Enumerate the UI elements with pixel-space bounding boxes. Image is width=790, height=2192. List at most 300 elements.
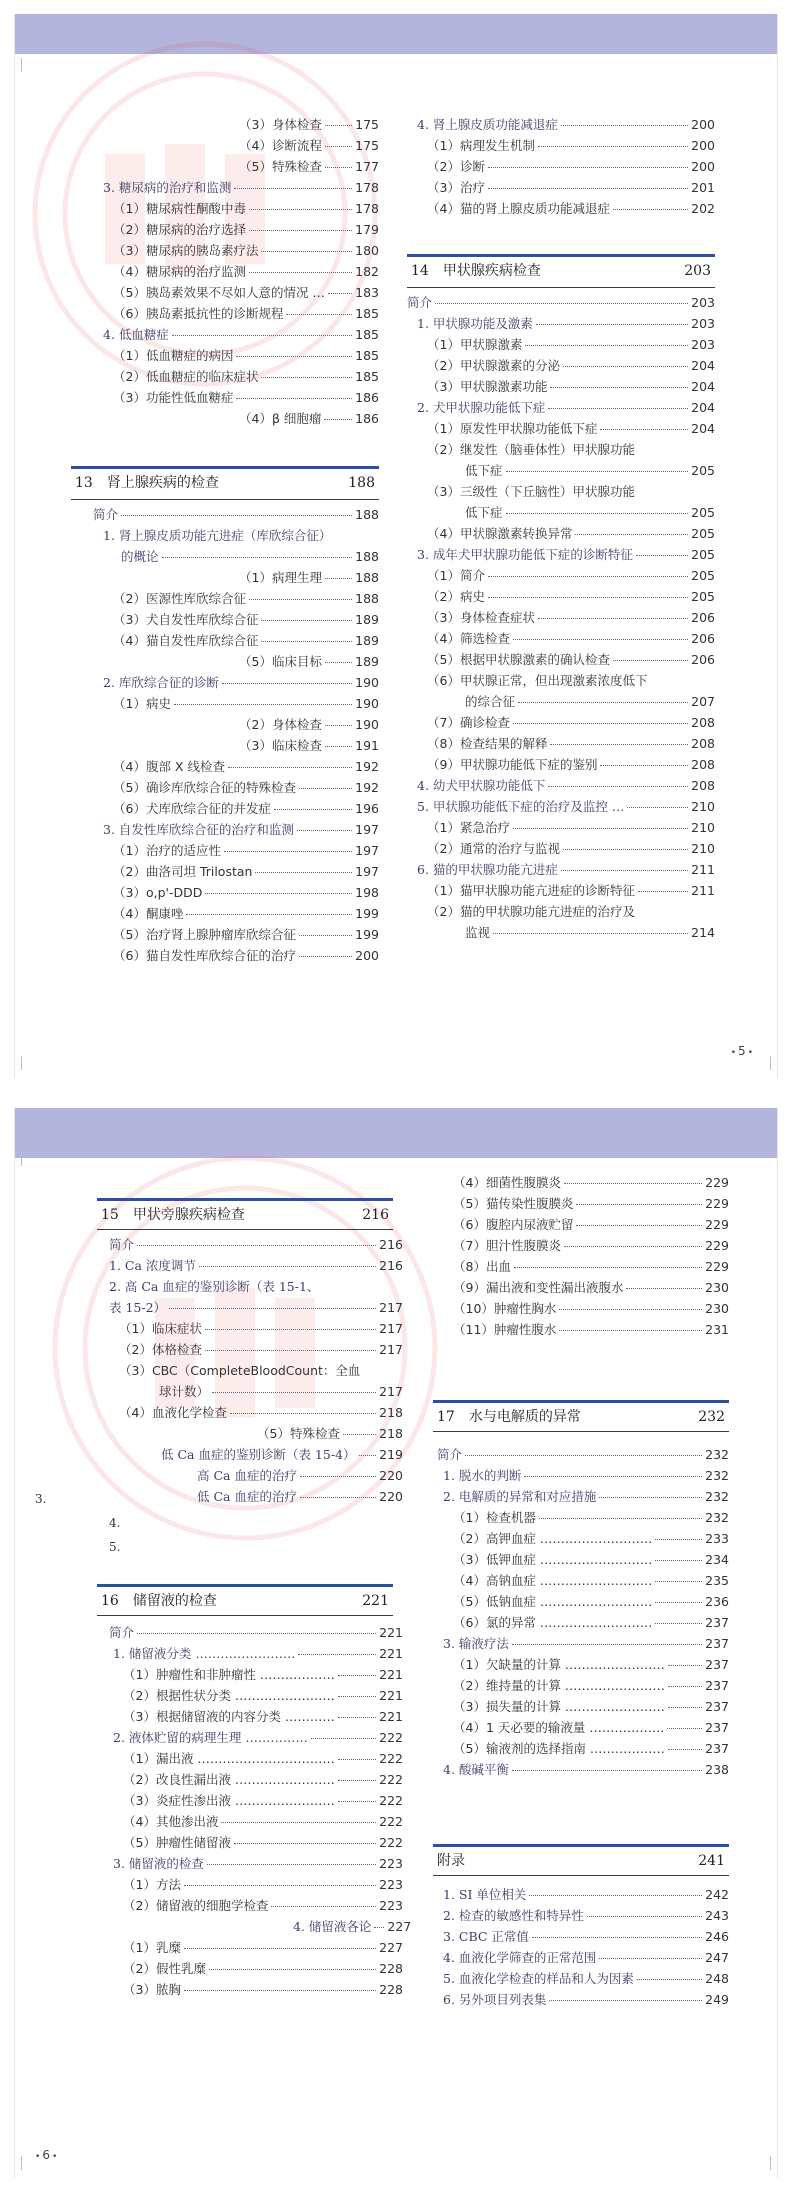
toc-entry-page: 205 xyxy=(691,568,715,583)
dot-leader xyxy=(230,1413,376,1414)
toc-entry[interactable] xyxy=(407,177,715,198)
toc-entry[interactable] xyxy=(407,838,715,859)
dot-leader xyxy=(563,849,688,850)
dot-leader xyxy=(222,683,352,684)
toc-column-appendix xyxy=(433,1884,729,2010)
toc-entry-title: （6）甲状腺正常，但出现激素浓度低下 xyxy=(427,673,648,688)
toc-entry[interactable] xyxy=(59,588,379,609)
toc-entry-page: 189 xyxy=(355,612,379,627)
toc-entry[interactable] xyxy=(433,1465,729,1486)
toc-entry[interactable] xyxy=(59,798,379,819)
dot-leader xyxy=(525,345,688,346)
toc-entry-page: 185 xyxy=(355,348,379,363)
toc-entry[interactable] xyxy=(59,504,379,525)
toc-entry-title: （2）体格检查 xyxy=(119,1342,202,1357)
toc-entry-title: （6）氯的异常 ……………………… xyxy=(453,1615,653,1630)
toc-entry[interactable] xyxy=(97,1255,403,1276)
toc-entry[interactable] xyxy=(407,135,715,156)
dot-leader xyxy=(538,146,688,147)
toc-entry[interactable] xyxy=(97,1874,403,1895)
chapter-15-heading[interactable] xyxy=(97,1198,393,1231)
toc-entry[interactable] xyxy=(407,691,715,712)
toc-entry-page: 221 xyxy=(379,1688,403,1703)
toc-entry[interactable] xyxy=(407,922,715,943)
toc-entry[interactable] xyxy=(407,733,715,754)
dot-leader xyxy=(328,293,352,294)
toc-entry[interactable] xyxy=(407,502,715,523)
toc-entry[interactable] xyxy=(407,460,715,481)
toc-entry[interactable] xyxy=(59,861,379,882)
toc-entry-page: 199 xyxy=(355,906,379,921)
toc-entry-page: 248 xyxy=(705,1971,729,1986)
toc-entry[interactable] xyxy=(97,1444,403,1465)
toc-entry-title: （5）确诊库欣综合征的特殊检查 xyxy=(113,780,296,795)
dot-leader xyxy=(539,1518,702,1519)
toc-entry[interactable] xyxy=(407,586,715,607)
toc-entry[interactable] xyxy=(59,366,379,387)
toc-entry-page: 204 xyxy=(691,400,715,415)
toc-entry-page: 203 xyxy=(691,337,715,352)
toc-entry-page: 197 xyxy=(355,843,379,858)
toc-entry[interactable] xyxy=(59,345,379,366)
toc-entry-title: （3）炎症性渗出液 …………………… xyxy=(123,1793,335,1808)
chapter-16-heading[interactable] xyxy=(97,1584,393,1617)
toc-entry[interactable] xyxy=(97,1727,403,1748)
toc-entry-title: （10）肿瘤性胸水 xyxy=(453,1301,557,1316)
dot-leader xyxy=(207,1864,376,1865)
toc-entry[interactable] xyxy=(59,714,379,735)
dot-leader xyxy=(249,209,352,210)
toc-entry[interactable] xyxy=(433,1612,729,1633)
toc-entry[interactable] xyxy=(433,1675,729,1696)
toc-entry[interactable] xyxy=(407,649,715,670)
dot-leader xyxy=(137,1245,376,1246)
toc-entry[interactable] xyxy=(407,880,715,901)
dot-leader xyxy=(599,1497,702,1498)
toc-entry-title: （6）犬库欣综合征的并发症 xyxy=(113,801,271,816)
toc-entry[interactable] xyxy=(59,840,379,861)
toc-entry[interactable] xyxy=(59,303,379,324)
toc-entry-page: 180 xyxy=(355,243,379,258)
toc-entry-page: 222 xyxy=(379,1793,403,1808)
toc-entry[interactable] xyxy=(433,1298,729,1319)
toc-entry[interactable] xyxy=(59,693,379,714)
toc-entry-page: 217 xyxy=(379,1342,403,1357)
dot-leader xyxy=(325,125,352,126)
toc-entry[interactable] xyxy=(97,1685,403,1706)
toc-entry-page: 197 xyxy=(355,822,379,837)
toc-entry[interactable] xyxy=(407,334,715,355)
toc-entry-page: 229 xyxy=(705,1259,729,1274)
toc-entry[interactable] xyxy=(97,1643,403,1664)
toc-entry[interactable] xyxy=(59,609,379,630)
toc-entry[interactable] xyxy=(433,1235,729,1256)
toc-entry[interactable] xyxy=(97,1465,403,1486)
toc-entry[interactable] xyxy=(59,924,379,945)
toc-entry-page: 185 xyxy=(355,369,379,384)
toc-entry-page: 232 xyxy=(705,1468,729,1483)
toc-entry[interactable] xyxy=(97,1958,403,1979)
toc-entry-title: 5. 甲状腺功能低下症的治疗及监控 … xyxy=(417,799,625,814)
chapter-17-heading[interactable] xyxy=(433,1400,729,1433)
toc-entry-title: （2）假性乳糜 xyxy=(123,1961,206,1976)
toc-entry[interactable] xyxy=(59,630,379,651)
toc-entry[interactable] xyxy=(59,387,379,408)
toc-entry[interactable] xyxy=(97,1811,403,1832)
toc-entry[interactable] xyxy=(407,439,715,460)
toc-entry-page: 229 xyxy=(705,1196,729,1211)
toc-entry[interactable] xyxy=(59,777,379,798)
toc-entry-page: 211 xyxy=(691,862,715,877)
toc-entry[interactable] xyxy=(433,1759,729,1780)
dot-leader xyxy=(561,870,688,871)
toc-entry[interactable] xyxy=(407,670,715,691)
toc-entry-title: （2）继发性（脑垂体性）甲状腺功能 xyxy=(427,442,635,457)
toc-entry-title: 的概论 xyxy=(121,549,159,564)
toc-entry[interactable] xyxy=(97,1937,403,1958)
toc-entry-page: 234 xyxy=(705,1552,729,1567)
toc-entry-title: （3）犬自发性库欣综合征 xyxy=(113,612,259,627)
toc-entry[interactable] xyxy=(97,1339,403,1360)
chapter-title: 17 水与电解质的异常 xyxy=(437,1409,581,1425)
toc-entry[interactable] xyxy=(407,901,715,922)
toc-entry[interactable] xyxy=(97,1853,403,1874)
toc-entry-title: （2）曲洛司坦 Trilostan xyxy=(113,864,253,879)
toc-entry-page: 237 xyxy=(705,1741,729,1756)
toc-entry[interactable] xyxy=(433,1654,729,1675)
dot-leader xyxy=(338,1717,376,1718)
toc-entry[interactable] xyxy=(407,292,715,313)
toc-column-left xyxy=(59,114,379,429)
toc-entry-page: 229 xyxy=(705,1238,729,1253)
toc-entry[interactable] xyxy=(59,408,379,429)
toc-entry[interactable] xyxy=(407,565,715,586)
toc-entry-page: 222 xyxy=(379,1835,403,1850)
toc-entry-page: 233 xyxy=(705,1531,729,1546)
toc-entry[interactable] xyxy=(97,1486,403,1507)
dot-leader xyxy=(513,639,688,640)
toc-entry-page: 231 xyxy=(705,1322,729,1337)
toc-entry-title: （2）通常的治疗与监视 xyxy=(427,841,560,856)
dot-leader xyxy=(561,125,688,126)
toc-entry[interactable] xyxy=(433,1570,729,1591)
toc-entry[interactable] xyxy=(59,135,379,156)
toc-entry[interactable] xyxy=(433,1319,729,1340)
toc-entry[interactable] xyxy=(433,1947,729,1968)
toc-page-6 xyxy=(14,1108,778,2178)
toc-entry-page: 232 xyxy=(705,1489,729,1504)
toc-entry-title: （5）猫传染性腹膜炎 xyxy=(453,1196,574,1211)
toc-entry[interactable] xyxy=(97,1318,403,1339)
dot-leader xyxy=(493,933,688,934)
toc-entry[interactable] xyxy=(59,567,379,588)
dot-leader xyxy=(668,1707,702,1708)
toc-entry[interactable] xyxy=(97,1234,403,1255)
toc-entry-title: （2）身体检查 xyxy=(239,717,322,732)
toc-entry-title: 6. 猫的甲状腺功能亢进症 xyxy=(417,862,558,877)
toc-entry-page: 201 xyxy=(691,180,715,195)
toc-entry[interactable] xyxy=(433,1696,729,1717)
chapter-title: 15 甲状旁腺疾病检查 xyxy=(101,1207,245,1223)
toc-entry[interactable] xyxy=(433,1884,729,1905)
toc-entry[interactable] xyxy=(97,1916,412,1937)
toc-entry-title: （1）欠缺量的计算 …………………… xyxy=(453,1657,665,1672)
toc-entry-page: 178 xyxy=(355,180,379,195)
toc-entry-page: 205 xyxy=(691,463,715,478)
toc-entry[interactable] xyxy=(97,1769,403,1790)
toc-entry-title: （3）身体检查 xyxy=(239,117,322,132)
toc-entry-page: 204 xyxy=(691,421,715,436)
toc-entry-title: （4）血液化学检查 xyxy=(119,1405,227,1420)
dot-leader xyxy=(637,1979,702,1980)
toc-entry[interactable] xyxy=(407,817,715,838)
toc-entry[interactable] xyxy=(97,1381,403,1402)
dot-leader xyxy=(576,1225,702,1226)
toc-entry[interactable] xyxy=(59,903,379,924)
toc-entry-title: 6. 另外项目列表集 xyxy=(443,1992,547,2007)
dot-leader xyxy=(338,1801,376,1802)
toc-entry[interactable] xyxy=(59,261,379,282)
toc-entry[interactable] xyxy=(59,819,379,840)
toc-entry[interactable] xyxy=(97,1979,403,2000)
toc-entry-page: 204 xyxy=(691,358,715,373)
toc-entry[interactable] xyxy=(407,859,715,880)
toc-entry-title: 简介 xyxy=(407,295,433,310)
toc-entry[interactable] xyxy=(433,1507,729,1528)
dot-leader xyxy=(655,1623,702,1624)
toc-entry[interactable] xyxy=(97,1297,403,1318)
toc-entry-title: 3. 成年犬甲状腺功能低下症的诊断特征 xyxy=(417,547,633,562)
toc-entry[interactable] xyxy=(433,1256,729,1277)
toc-entry[interactable] xyxy=(407,376,715,397)
toc-entry[interactable] xyxy=(433,1591,729,1612)
toc-entry[interactable] xyxy=(97,1423,403,1444)
toc-entry[interactable] xyxy=(407,156,715,177)
toc-entry[interactable] xyxy=(97,1360,403,1381)
toc-entry[interactable] xyxy=(59,651,379,672)
dot-leader xyxy=(488,188,688,189)
toc-entry[interactable] xyxy=(59,282,379,303)
dot-leader xyxy=(298,1654,376,1655)
toc-entry-title: （1）猫甲状腺功能亢进症的诊断特征 xyxy=(427,883,635,898)
toc-entry-page: 197 xyxy=(355,864,379,879)
toc-entry[interactable] xyxy=(433,1486,729,1507)
toc-entry-page: 206 xyxy=(691,610,715,625)
dot-leader xyxy=(600,429,688,430)
toc-entry[interactable] xyxy=(59,240,379,261)
toc-entry-title: （2）根据性状分类 …………………… xyxy=(123,1688,335,1703)
toc-entry-page: 235 xyxy=(705,1573,729,1588)
dot-leader xyxy=(548,786,688,787)
toc-entry-title: （2）储留液的细胞学检查 xyxy=(123,1898,269,1913)
chapter-title: 14 甲状腺疾病检查 xyxy=(411,263,541,279)
toc-entry[interactable] xyxy=(407,544,715,565)
toc-entry-page: 208 xyxy=(691,757,715,772)
dot-leader xyxy=(559,1330,702,1331)
toc-entry-title: （4）其他渗出液 xyxy=(123,1814,219,1829)
toc-entry-title: （4）腹部 X 线检查 xyxy=(113,759,225,774)
dot-leader xyxy=(325,578,352,579)
toc-entry[interactable] xyxy=(59,756,379,777)
toc-entry[interactable] xyxy=(59,672,379,693)
toc-entry[interactable] xyxy=(407,313,715,334)
toc-entry-title: 2. 犬甲状腺功能低下症 xyxy=(417,400,546,415)
toc-entry[interactable] xyxy=(59,735,379,756)
toc-entry[interactable] xyxy=(97,1664,403,1685)
header-band xyxy=(15,1108,777,1158)
toc-entry-title: （2）维持量的计算 …………………… xyxy=(453,1678,665,1693)
toc-entry-page: 179 xyxy=(355,222,379,237)
toc-entry-title: （4）猫自发性库欣综合征 xyxy=(113,633,259,648)
toc-entry[interactable] xyxy=(59,198,379,219)
toc-entry[interactable] xyxy=(433,1528,729,1549)
toc-entry[interactable] xyxy=(59,114,379,135)
toc-entry[interactable] xyxy=(433,1968,729,1989)
toc-entry[interactable] xyxy=(407,397,715,418)
stray-number: 5. xyxy=(109,1540,121,1554)
appendix-heading[interactable] xyxy=(433,1844,729,1877)
dot-leader xyxy=(286,314,352,315)
toc-entry-title: （3）功能性低血糖症 xyxy=(113,390,234,405)
toc-entry[interactable] xyxy=(407,114,715,135)
chapter-13-heading[interactable] xyxy=(71,466,379,500)
toc-entry-page: 186 xyxy=(355,411,379,426)
toc-entry-title: （6）猫自发性库欣综合征的治疗 xyxy=(113,948,296,963)
toc-entry-page: 200 xyxy=(355,948,379,963)
toc-entry[interactable] xyxy=(407,775,715,796)
toc-entry-title: 简介 xyxy=(437,1447,463,1462)
toc-entry-page: 218 xyxy=(379,1405,403,1420)
toc-entry[interactable] xyxy=(59,219,379,240)
toc-entry[interactable] xyxy=(59,882,379,903)
toc-entry-page: 237 xyxy=(705,1657,729,1672)
toc-entry-page: 210 xyxy=(691,799,715,814)
toc-entry[interactable] xyxy=(433,1444,729,1465)
toc-entry-page: 186 xyxy=(355,390,379,405)
toc-entry[interactable] xyxy=(433,1905,729,1926)
toc-entry[interactable] xyxy=(407,628,715,649)
toc-entry-title: （4）甲状腺激素转换异常 xyxy=(427,526,573,541)
toc-entry-page: 218 xyxy=(379,1426,403,1441)
toc-entry-title: （1）临床症状 xyxy=(119,1321,202,1336)
toc-entry-title: 2. 电解质的异常和对应措施 xyxy=(443,1489,597,1504)
toc-entry[interactable] xyxy=(407,418,715,439)
toc-entry-page: 211 xyxy=(691,883,715,898)
toc-entry-page: 221 xyxy=(379,1646,403,1661)
toc-entry[interactable] xyxy=(433,1926,729,1947)
toc-entry[interactable] xyxy=(433,1277,729,1298)
toc-entry[interactable] xyxy=(433,1717,729,1738)
toc-entry-page: 188 xyxy=(355,549,379,564)
dot-leader xyxy=(668,1686,702,1687)
toc-entry-title: 低 Ca 血症的治疗 xyxy=(197,1489,297,1504)
toc-entry-page: 237 xyxy=(705,1615,729,1630)
toc-entry[interactable] xyxy=(407,355,715,376)
dot-leader xyxy=(255,872,352,873)
dot-leader xyxy=(137,1633,376,1634)
toc-entry-title: （5）胰岛素效果不尽如人意的情况 … xyxy=(113,285,325,300)
toc-entry[interactable] xyxy=(97,1622,403,1643)
toc-entry[interactable] xyxy=(97,1895,403,1916)
toc-entry-page: 216 xyxy=(379,1258,403,1273)
toc-entry[interactable] xyxy=(97,1790,403,1811)
toc-entry[interactable] xyxy=(433,1989,729,2010)
toc-entry[interactable] xyxy=(407,754,715,775)
toc-entry-title: （4）猫的肾上腺皮质功能减退症 xyxy=(427,201,610,216)
toc-entry[interactable] xyxy=(433,1214,729,1235)
toc-entry[interactable] xyxy=(433,1738,729,1759)
toc-entry[interactable] xyxy=(97,1748,403,1769)
toc-entry[interactable] xyxy=(97,1276,403,1297)
toc-entry-page: 200 xyxy=(691,117,715,132)
toc-entry-page: 227 xyxy=(379,1940,403,1955)
toc-entry[interactable] xyxy=(59,324,379,345)
toc-entry-page: 221 xyxy=(379,1709,403,1724)
toc-entry-page: 236 xyxy=(705,1594,729,1609)
toc-entry[interactable] xyxy=(433,1633,729,1654)
toc-entry-page: 204 xyxy=(691,379,715,394)
toc-entry-page: 182 xyxy=(355,264,379,279)
dot-leader xyxy=(488,576,688,577)
toc-entry[interactable] xyxy=(407,481,715,502)
toc-entry-page: 192 xyxy=(355,780,379,795)
toc-entry[interactable] xyxy=(433,1549,729,1570)
dot-leader xyxy=(667,1728,702,1729)
toc-entry-title: （8）出血 xyxy=(453,1259,511,1274)
toc-entry[interactable] xyxy=(433,1193,729,1214)
toc-entry[interactable] xyxy=(59,525,379,546)
toc-entry-title: 1. 甲状腺功能及激素 xyxy=(417,316,533,331)
toc-entry[interactable] xyxy=(433,1172,729,1193)
dot-leader xyxy=(627,807,688,808)
toc-entry[interactable] xyxy=(407,712,715,733)
toc-entry-title: （4）诊断流程 xyxy=(239,138,322,153)
toc-entry[interactable] xyxy=(407,607,715,628)
toc-entry[interactable] xyxy=(59,546,379,567)
dot-leader xyxy=(626,1288,702,1289)
toc-entry[interactable] xyxy=(97,1706,403,1727)
dot-leader xyxy=(613,660,688,661)
toc-entry-title: （5）低钠血症 ……………………… xyxy=(453,1594,653,1609)
stray-number: 4. xyxy=(109,1516,121,1530)
toc-entry-page: 221 xyxy=(379,1625,403,1640)
toc-entry-page: 222 xyxy=(379,1751,403,1766)
toc-entry[interactable] xyxy=(59,945,379,966)
toc-entry[interactable] xyxy=(407,198,715,219)
toc-entry-page: 200 xyxy=(691,159,715,174)
toc-entry-page: 190 xyxy=(355,696,379,711)
toc-entry-title: 简介 xyxy=(93,507,119,522)
toc-entry-title: （3）o,p'-DDD xyxy=(113,885,203,900)
toc-entry[interactable] xyxy=(407,796,715,817)
dot-leader xyxy=(564,1183,702,1184)
toc-entry[interactable] xyxy=(407,523,715,544)
toc-entry[interactable] xyxy=(59,177,379,198)
toc-entry-page: 175 xyxy=(355,117,379,132)
toc-entry[interactable] xyxy=(59,156,379,177)
toc-entry-title: （3）临床检查 xyxy=(239,738,322,753)
toc-entry[interactable] xyxy=(97,1402,403,1423)
toc-entry[interactable] xyxy=(97,1832,403,1853)
toc-entry-title: （3）低钾血症 ……………………… xyxy=(453,1552,653,1567)
toc-entry-title: （1）乳糜 xyxy=(123,1940,181,1955)
toc-entry-page: 188 xyxy=(355,507,379,522)
toc-entry-page: 207 xyxy=(691,694,715,709)
toc-entry-title: 3. CBC 正常值 xyxy=(443,1929,529,1944)
toc-entry-page: 227 xyxy=(387,1919,412,1934)
toc-entry-page: 237 xyxy=(705,1678,729,1693)
chapter-14-heading[interactable] xyxy=(407,254,715,288)
